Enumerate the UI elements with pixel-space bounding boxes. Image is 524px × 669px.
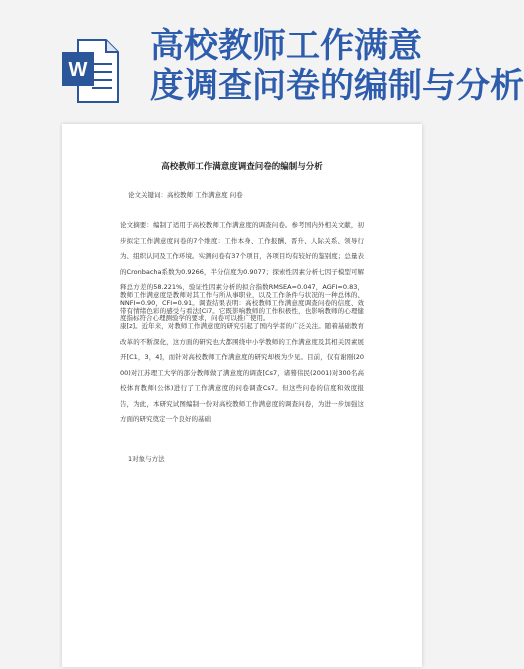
section-heading: 1对象与方法 (128, 455, 165, 463)
banner (0, 0, 524, 120)
document-title: 高校教师工作满意度调查问卷的编制与分析 (161, 162, 323, 172)
document-page (62, 124, 422, 667)
abstract-paragraph: 论文摘要：编制了适用于高校教师工作满意度的调查问卷。参考国内外相关文献，初步拟定工作满意度问卷的7个维度：工作本身、工作报酬、晋升、人际关系、领导行为、组织认同及工作环境。实测问卷有37个项目，各项目均有较好的鉴别度；总量表的Cronbacha系数为0.9266，半分信度为0.9077；探索性因素分析七因子模型可解释总方差的58.221%，验证性因素分析的拟合指数RMSEA=0.047，AGFI=0.83，NNFI=0.90，CFI=0.91。调查结果表明：高校教师工作满意度调查问卷的信度、效度指标符合心理测验学的要求，问卷可以推广使用。 (120, 221, 364, 322)
word-icon-letter: W (68, 59, 88, 81)
keywords-line: 论文关键词：高校教师 工作满意度 问卷 (128, 191, 243, 199)
body-paragraph: 教师工作满意度是教师对其工作与所从事职业，以及工作条件与状况的一种总体的、带有情绪色彩的感受与看法[Ci7。它既影响教师的工作积极性，也影响教师的心理健康[z]。近年来，对教师工作满意度的研究引起了国内学者的广泛关注。随着基础教育改革的不断深化，这方面的研究也大都围绕中小学教师的工作满意度及其相关因素展开[C1，3，4]，而针对高校教师工作满意度的研究却极为少见。目前，仅有谢刚(2000)对江苏理工大学的部分教师做了满意度的调查[Cs7，诸蓦伟民(2001)对300名高校体育教师(公体)进行了工作满意度的问卷调查Cs7。但这些问卷的信度和效度报告，为此，本研究试图编制一份对高校教师工作满意度的调查问卷，为进一步加强这方面的研究奠定一个良好的基础 (120, 291, 364, 423)
banner-title-line1: 高校教师工作满意 (150, 26, 422, 66)
word-document-icon (62, 38, 120, 104)
banner-title-line2: 度调查问卷的编制与分析 (150, 66, 524, 106)
banner-title (150, 26, 524, 106)
